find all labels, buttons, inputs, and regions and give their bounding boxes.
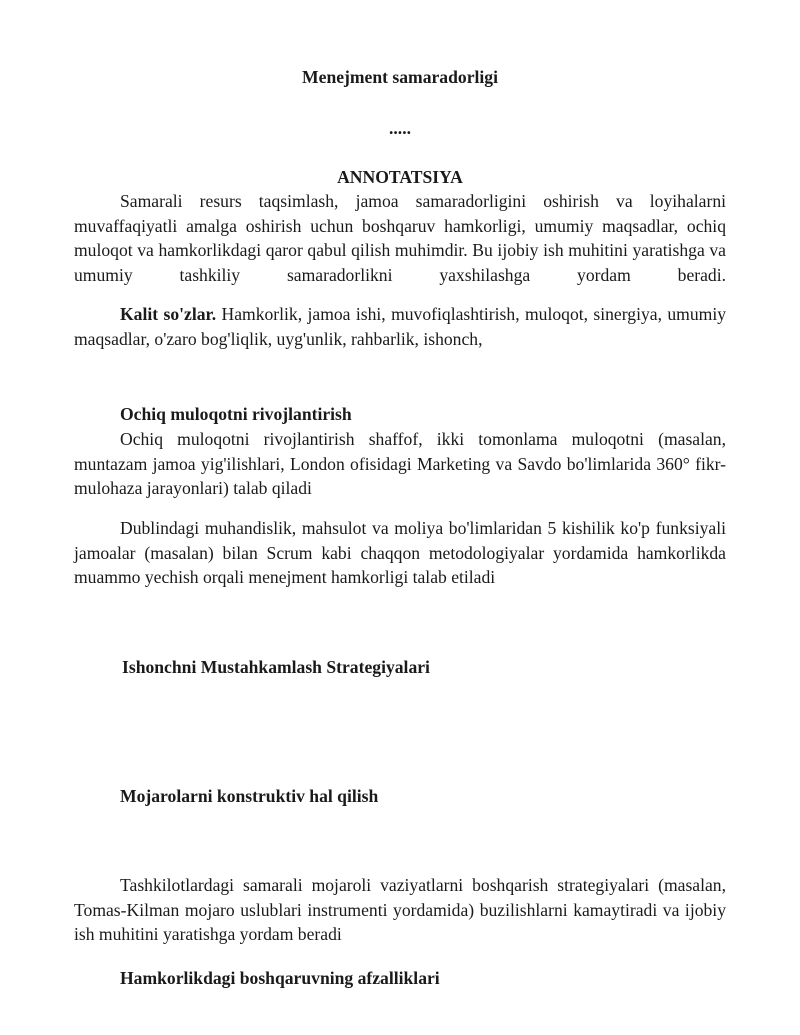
keywords-label: Kalit so'zlar. bbox=[120, 304, 217, 324]
document-title: Menejment samaradorligi bbox=[302, 67, 498, 87]
title-dots: ..... bbox=[389, 118, 411, 138]
section-paragraph-open-communication-1: Ochiq muloqotni rivojlantirish shaffof, ikki tomonlama muloqotni (masalan, muntazam jamoa yig'ilishlari, London ofisidagi Marketing va Savdo bo'limlarida 360° fikr-mulohaza jarayonlari) talab qiladi bbox=[74, 429, 726, 498]
annotation-paragraph: Samarali resurs taqsimlash, jamoa samaradorligini oshirish va loyihalarni muvaffaqiyatli amalga oshirish uchun boshqaruv hamkorligi, umumiy maqsadlar, ochiq muloqot va hamkorlikdagi qaror qabul qilish muhimdir. Bu ijobiy ish muhitini yaratishga va umumiy tashkiliy samaradorlikni yaxshilashga yordam beradi. bbox=[74, 191, 726, 285]
section-heading-collaborative-benefits: Hamkorlikdagi boshqaruvning afzalliklari bbox=[120, 968, 440, 988]
keywords-paragraph bbox=[74, 302, 726, 351]
section-paragraph-open-communication-2: Dublindagi muhandislik, mahsulot va moliya bo'limlaridan 5 kishilik ko'p funksiyali jamoalar (masalan) bilan Scrum kabi chaqqon metodologiyalar yordamida hamkorlikda muammo yechish orqali menejment hamkorligi talab etiladi bbox=[74, 518, 726, 587]
section-paragraph-conflict-resolution: Tashkilotlardagi samarali mojaroli vaziyatlarni boshqarish strategiyalari (masalan, Tomas-Kilman mojaro uslublari instrumenti yordamida) buzilishlarni kamaytiradi va ijobiy ish muhitini yaratishga yordam beradi bbox=[74, 875, 726, 944]
annotation-heading: ANNOTATSIYA bbox=[337, 167, 463, 187]
section-heading-open-communication: Ochiq muloqotni rivojlantirish bbox=[120, 404, 352, 424]
keywords-text: Hamkorlik, jamoa ishi, muvofiqlashtirish, muloqot, sinergiya, umumiy maqsadlar, o'zaro bog'liqlik, uyg'unlik, rahbarlik, ishonch, bbox=[74, 304, 726, 349]
section-heading-conflict-resolution: Mojarolarni konstruktiv hal qilish bbox=[120, 786, 379, 806]
section-heading-trust-strategies: Ishonchni Mustahkamlash Strategiyalari bbox=[122, 657, 430, 677]
